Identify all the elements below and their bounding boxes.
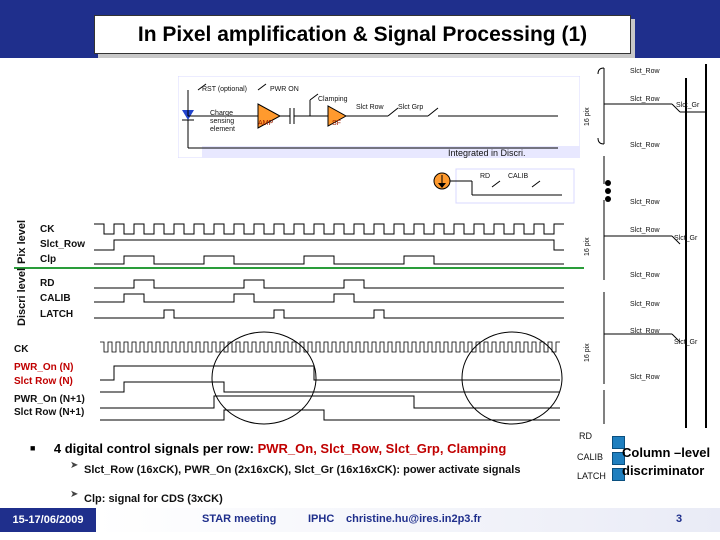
- timing-pwr-on-n: PWR_On (N): [14, 362, 74, 373]
- rst-label: RST (optional): [202, 86, 248, 93]
- discri-circuit-diagram: [432, 165, 582, 205]
- slct-row-label-8: Slct_Row: [630, 328, 660, 335]
- timing-slct-row-n1: Slct Row (N+1): [14, 407, 85, 418]
- timing-diagram: [14, 210, 584, 432]
- disc-latch-label: LATCH: [577, 471, 606, 481]
- timing-waveforms: [14, 210, 584, 432]
- bullet-main-highlight: PWR_On, Slct_Row, Slct_Grp, Clamping: [257, 441, 507, 456]
- disc-rd-label: RD: [579, 431, 592, 441]
- charge-label-1: Charge: [210, 110, 233, 117]
- discriminator-label: Column –level discriminator: [622, 445, 711, 478]
- bullet-arrow-icon-1: ➤: [70, 460, 79, 471]
- timing-calib: CALIB: [40, 293, 71, 304]
- bullet-sub-1: [70, 460, 544, 478]
- footer-meeting: STAR meeting: [202, 513, 277, 525]
- timing-pwr-on-n1: PWR_On (N+1): [14, 394, 85, 405]
- pixel-schematic: [178, 76, 580, 158]
- pix-level-label: Pix level: [16, 219, 28, 264]
- timing-ck-1: CK: [40, 224, 55, 235]
- slct-row-label-7: Slct_Row: [630, 301, 660, 308]
- timing-slct-row: Slct_Row: [40, 239, 86, 250]
- column-connections: [584, 64, 720, 428]
- dots-icon: [603, 180, 613, 207]
- disc-calib-label: CALIB: [577, 452, 604, 462]
- footer-email: christine.hu@ires.in2p3.fr: [346, 513, 482, 525]
- title-box: [94, 15, 631, 54]
- timing-ck-2: CK: [14, 344, 29, 355]
- timing-latch: LATCH: [40, 309, 74, 320]
- pix16-label-1: 16 pix: [584, 107, 591, 126]
- footer-lab: IPHC: [308, 513, 335, 525]
- discri-rd-label: RD: [480, 173, 491, 180]
- footer-date: 15-17/06/2009: [0, 508, 96, 532]
- clamping-label: Clamping: [318, 96, 348, 103]
- slct-grp-sw-label: Slct Grp: [398, 104, 424, 111]
- bullet-sub-2-text: Clp: signal for CDS (3xCK): [84, 493, 223, 505]
- page-number: 3: [676, 513, 683, 525]
- timing-slct-row-n: Slct Row (N): [14, 376, 73, 387]
- discri-schematic: [432, 165, 582, 205]
- bullet-main-text: 4 digital control signals per row:: [53, 441, 258, 456]
- pwr-on-label: PWR ON: [270, 86, 299, 93]
- slct-row-label-5: Slct_Row: [630, 227, 660, 234]
- bullet-square-icon: ■: [30, 443, 36, 453]
- slct-row-label-2: Slct_Row: [630, 96, 660, 103]
- charge-label-3: element: [210, 126, 235, 133]
- bullet-sub-1-text: Slct_Row (16xCK), PWR_On (2x16xCK), Slct_Gr (16x16xCK): power activate signals: [84, 464, 521, 476]
- pix16-label-2: 16 pix: [584, 237, 591, 256]
- slct-row-label-1: Slct_Row: [630, 68, 660, 75]
- bullet-arrow-icon-2: ➤: [70, 489, 79, 500]
- slct-gr-label-2: Slct_Gr: [674, 235, 698, 242]
- slct-row-sw-label: Slct Row: [356, 104, 384, 111]
- timing-clp: Clp: [40, 254, 57, 265]
- bullet-sub-2: [70, 489, 544, 507]
- timing-rd: RD: [40, 278, 55, 289]
- discri-level-label: Discri level: [16, 267, 28, 326]
- slct-row-label-9: Slct_Row: [630, 374, 660, 381]
- slide-title: In Pixel amplification & Signal Processing (1): [137, 23, 588, 46]
- amp-label: AMP: [258, 120, 274, 127]
- sf-label: SF: [332, 120, 341, 127]
- slct-row-label-4: Slct_Row: [630, 199, 660, 206]
- charge-label-2: sensing: [210, 118, 235, 125]
- pix16-label-3: 16 pix: [584, 343, 591, 362]
- discri-calib-label: CALIB: [508, 173, 529, 180]
- bullet-main: [30, 440, 560, 458]
- slct-row-label-3: Slct_Row: [630, 142, 660, 149]
- slct-row-label-6: Slct_Row: [630, 272, 660, 279]
- slct-gr-label-3: Slct_Gr: [674, 339, 698, 346]
- integrated-label: Integrated in Discri.: [448, 148, 526, 158]
- slct-gr-label-1: Slct_Gr: [676, 102, 700, 109]
